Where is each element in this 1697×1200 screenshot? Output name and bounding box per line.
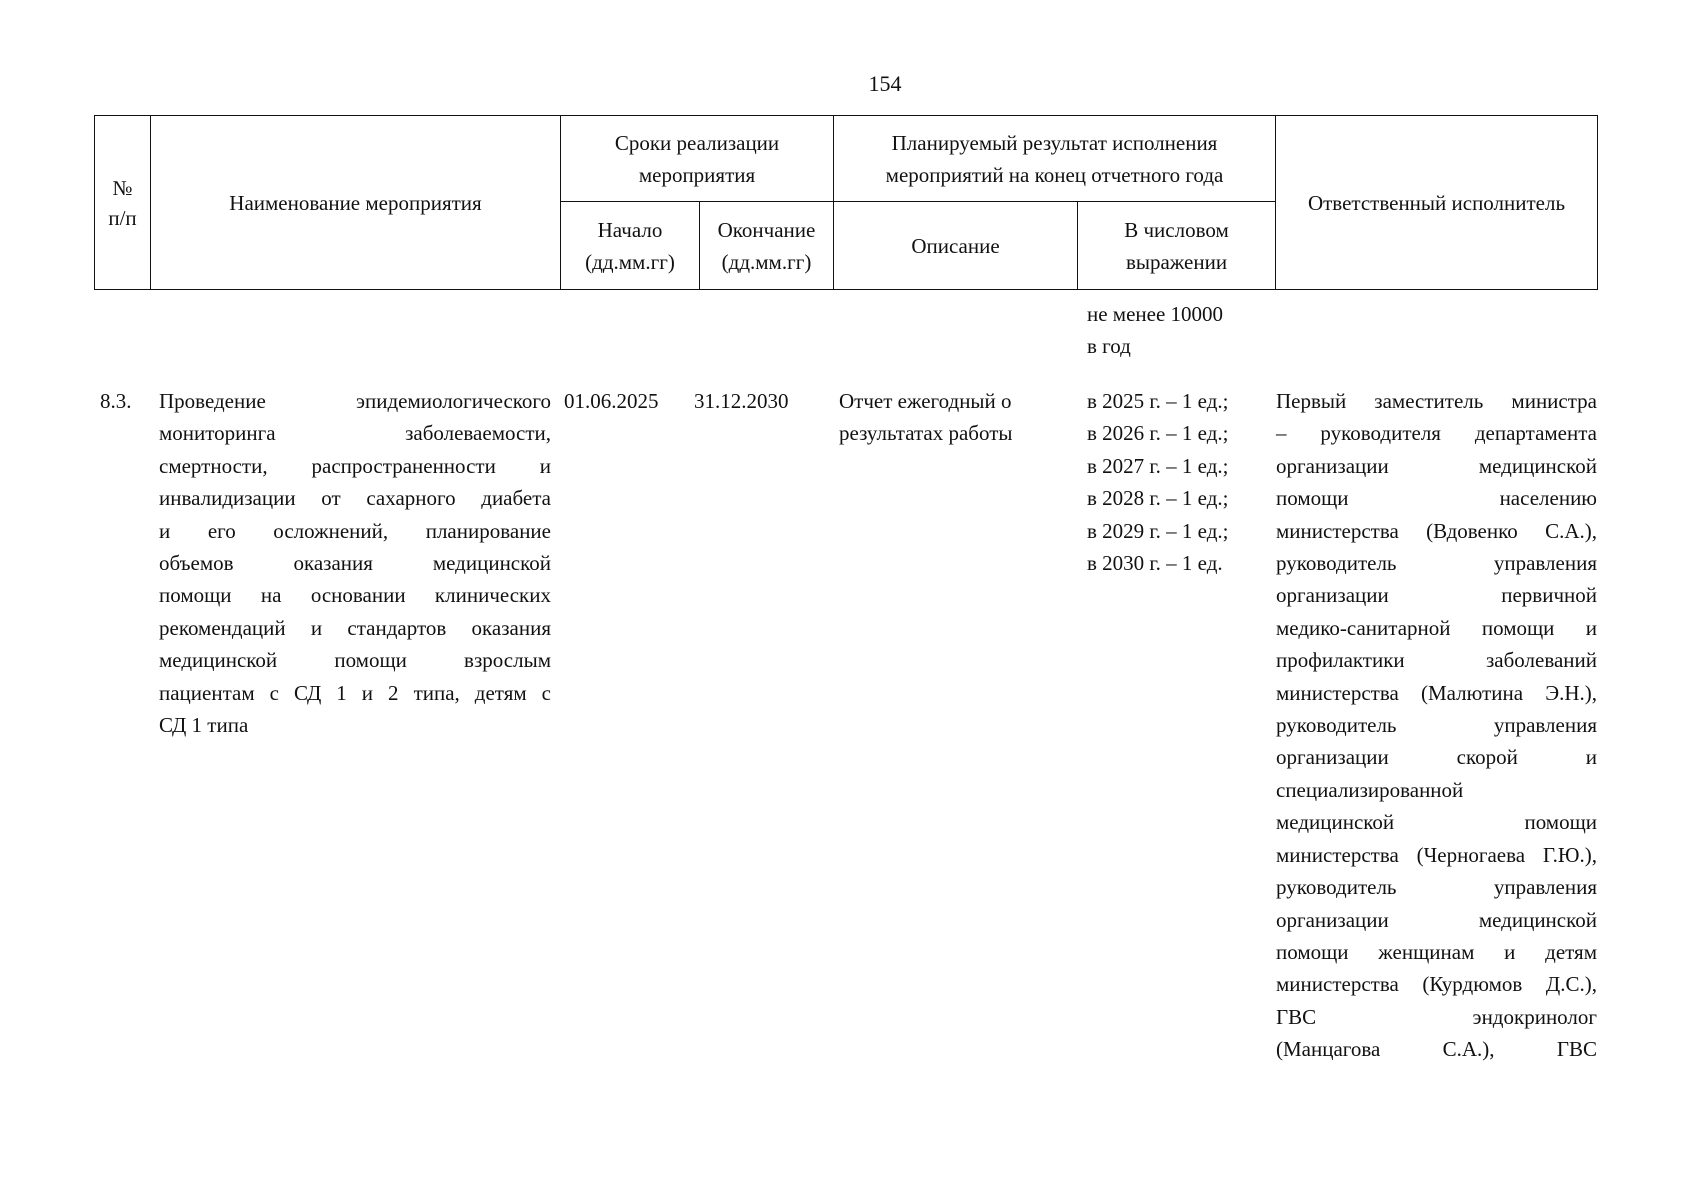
row-name-line: и его осложнений, планирование: [159, 518, 551, 543]
row-name: [159, 385, 551, 741]
row-responsible-line: специализированной: [1276, 777, 1464, 802]
row-name-line: помощи на основании клинических: [159, 583, 551, 608]
header-numeric: В числовом выражении: [1078, 202, 1276, 290]
row-start-date: 01.06.2025: [564, 389, 659, 413]
header-result: Планируемый результат исполнения мероприятий на конец отчетного года: [834, 116, 1276, 202]
row-responsible-line: руководитель управления: [1276, 551, 1597, 576]
row-responsible-line: министерства (Малютина Э.Н.),: [1276, 680, 1597, 705]
header-name: Наименование мероприятия: [151, 116, 561, 290]
row-responsible-line: медико-санитарной помощи и: [1276, 615, 1597, 640]
row-responsible-line: помощи населению: [1276, 486, 1597, 511]
carryover-line: не менее 10000: [1087, 302, 1224, 326]
row-responsible-line: ГВС эндокринолог: [1276, 1004, 1597, 1029]
row-responsible-line: руководитель управления: [1276, 713, 1597, 738]
row-responsible-line: организации скорой и: [1276, 745, 1597, 770]
row-numeric-line: в 2028 г. – 1 ед.;: [1087, 486, 1229, 511]
row-responsible-line: медицинской помощи: [1276, 810, 1597, 835]
row-numeric-line: в 2030 г. – 1 ед.: [1087, 551, 1223, 576]
header-end: Окончание (дд.мм.гг): [700, 202, 834, 290]
header-period: Сроки реализации мероприятия: [561, 116, 834, 202]
carryover-numeric: [1087, 298, 1277, 363]
row-name-line: смертности, распространенности и: [159, 453, 551, 478]
row-description-line: результатах работы: [839, 421, 1013, 446]
header-num: № п/п: [95, 116, 151, 290]
row-responsible-line: – руководителя департамента: [1276, 421, 1597, 446]
row-responsible-line: организации медицинской: [1276, 907, 1597, 932]
row-numeric-line: в 2027 г. – 1 ед.;: [1087, 453, 1229, 478]
header-description: Описание: [834, 202, 1078, 290]
row-description: [839, 385, 1059, 450]
table-header: [94, 115, 1598, 290]
row-numeric-line: в 2025 г. – 1 ед.;: [1087, 389, 1229, 413]
row-name-line: мониторинга заболеваемости,: [159, 421, 551, 446]
header-start: Начало (дд.мм.гг): [561, 202, 700, 290]
row-name-line: объемов оказания медицинской: [159, 551, 551, 576]
row-responsible-line: руководитель управления: [1276, 875, 1597, 900]
row-responsible-line: организации первичной: [1276, 583, 1597, 608]
row-responsible-line: организации медицинской: [1276, 453, 1597, 478]
row-number: 8.3.: [100, 389, 132, 413]
row-responsible-line: профилактики заболеваний: [1276, 648, 1597, 673]
row-name-line: медицинской помощи взрослым: [159, 648, 551, 673]
row-name-line: Проведение эпидемиологического: [159, 389, 551, 413]
carryover-line: в год: [1087, 334, 1131, 359]
row-responsible-line: (Манцагова С.А.), ГВС: [1276, 1037, 1597, 1062]
row-responsible-line: помощи женщинам и детям: [1276, 939, 1597, 964]
row-numeric-line: в 2029 г. – 1 ед.;: [1087, 518, 1229, 543]
row-description-line: Отчет ежегодный о: [839, 389, 1012, 413]
row-responsible-line: министерства (Черногаева Г.Ю.),: [1276, 842, 1597, 867]
row-name-line: рекомендаций и стандартов оказания: [159, 615, 551, 640]
row-responsible: [1276, 385, 1597, 1066]
row-name-line: пациентам с СД 1 и 2 типа, детям с: [159, 680, 551, 705]
row-responsible-line: министерства (Вдовенко С.А.),: [1276, 518, 1597, 543]
row-name-line: инвалидизации от сахарного диабета: [159, 486, 551, 511]
row-name-line: СД 1 типа: [159, 713, 249, 738]
page-number: 154: [868, 71, 902, 96]
row-responsible-line: Первый заместитель министра: [1276, 389, 1597, 413]
row-end-date: 31.12.2030: [694, 389, 789, 413]
row-numeric-line: в 2026 г. – 1 ед.;: [1087, 421, 1229, 446]
row-numeric: [1087, 385, 1277, 579]
header-responsible: Ответственный исполнитель: [1276, 116, 1598, 290]
row-responsible-line: министерства (Курдюмов Д.С.),: [1276, 972, 1597, 997]
